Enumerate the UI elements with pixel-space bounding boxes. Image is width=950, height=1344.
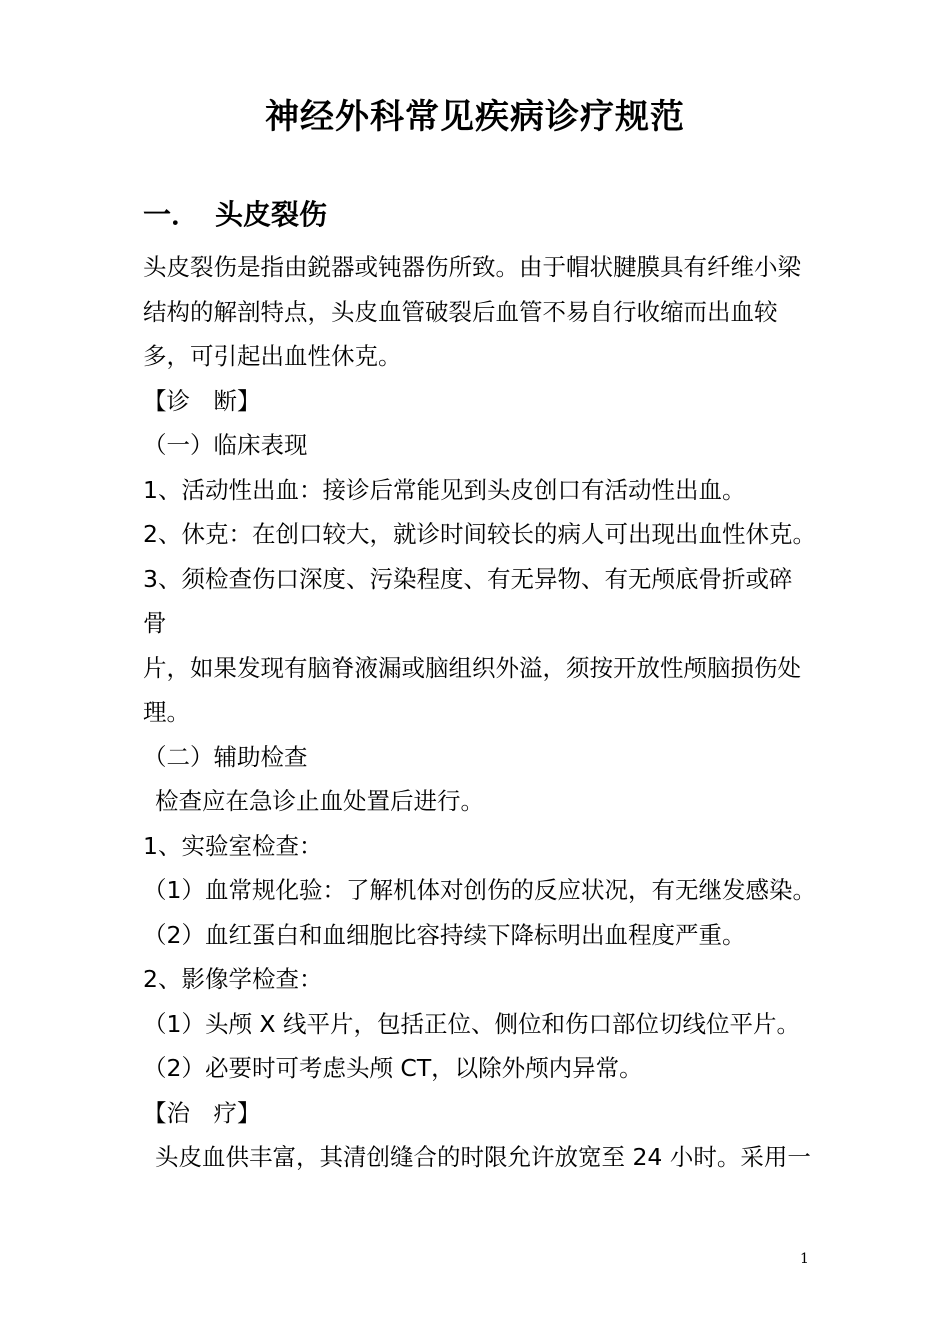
list-item-continuation: 理。	[143, 698, 190, 726]
list-item-continuation: 片，如果发现有脑脊液漏或脑组织外溢，须按开放性颅脑损伤处	[143, 653, 801, 682]
document-title: 神经外科常见疾病诊疗规范	[265, 97, 685, 137]
paragraph-line: 头皮裂伤是指由鋭器或钝器伤所致。由于帽状腱膜具有纤维小梁	[143, 253, 801, 281]
subsection-heading: （一）临床表现	[143, 431, 308, 459]
list-item: （1）血常规化验：了解机体对创伤的反应状况，有无继发感染。	[143, 876, 816, 904]
list-item: 3、须检查伤口深度、污染程度、有无异物、有无颅底骨折或碎	[143, 564, 793, 593]
list-item: （2）血红蛋白和血细胞比容持续下降标明出血程度严重。	[143, 920, 746, 949]
diagnosis-heading: 【诊 断】	[143, 386, 261, 415]
list-item: 1、活动性出血：接诊后常能见到头皮创口有活动性出血。	[143, 475, 746, 504]
list-item: （1）头颅 X 线平片，包括正位、侧位和伤口部位切线位平片。	[143, 1009, 800, 1038]
paragraph-line: 结构的解剖特点，头皮血管破裂后血管不易自行收缩而出血较	[143, 297, 778, 326]
body-text	[143, 245, 816, 1180]
list-item: 2、影像学检查：	[143, 965, 323, 993]
paragraph-line: 头皮血供丰富，其清创缝合的时限允许放宽至 24 小时。采用一	[155, 1143, 811, 1171]
list-item: （2）必要时可考虑头颅 CT，以除外颅内异常。	[143, 1054, 643, 1082]
paragraph-line: 检查应在急诊止血处置后进行。	[155, 787, 484, 815]
list-item-continuation: 骨	[143, 609, 167, 637]
section-heading	[143, 195, 327, 235]
subsection-heading: （二）辅助检查	[143, 742, 308, 771]
list-item: 2、休克：在创口较大，就诊时间较长的病人可出现出血性休克。	[143, 520, 816, 548]
section-title: 头皮裂伤	[215, 198, 328, 231]
paragraph-line: 多，可引起出血性休克。	[143, 342, 402, 370]
treatment-heading: 【治 疗】	[143, 1098, 261, 1127]
page-number: 1	[800, 1251, 809, 1267]
section-number: 一．	[143, 198, 200, 231]
list-item: 1、实验室检查：	[143, 831, 323, 860]
